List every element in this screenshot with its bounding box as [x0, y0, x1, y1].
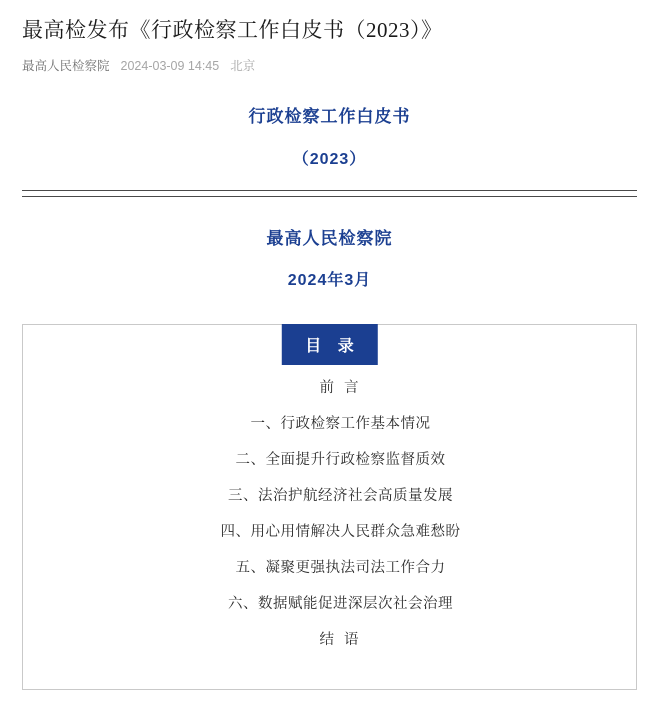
- toc-badge: 目 录: [281, 324, 377, 365]
- toc-list: [23, 371, 636, 659]
- divider-line-top: [22, 190, 637, 191]
- document-year: （2023）: [292, 151, 367, 169]
- list-item[interactable]: 五、凝聚更强执法司法工作合力: [235, 560, 446, 577]
- list-item[interactable]: 三、法治护航经济社会高质量发展: [228, 488, 453, 505]
- document-title: 行政检察工作白皮书: [248, 107, 411, 127]
- document-body: [22, 100, 637, 690]
- meta-location: 北京: [230, 59, 256, 74]
- document-organization: 最高人民检察院: [266, 229, 393, 249]
- double-divider: [22, 188, 637, 202]
- list-item[interactable]: 二、全面提升行政检察监督质效: [235, 452, 446, 469]
- list-item[interactable]: 一、行政检察工作基本情况: [250, 416, 431, 433]
- meta-timestamp: 2024-03-09 14:45: [120, 59, 220, 74]
- table-of-contents: [22, 324, 637, 690]
- article-page: [0, 16, 659, 706]
- article-meta: [22, 56, 637, 74]
- list-item[interactable]: 前 言: [319, 380, 362, 397]
- toc-box: [22, 324, 637, 690]
- document-date: 2024年3月: [287, 272, 372, 290]
- divider-line-bottom: [22, 196, 637, 197]
- meta-source: 最高人民检察院: [22, 59, 110, 74]
- list-item[interactable]: 四、用心用情解决人民群众急难愁盼: [220, 524, 461, 541]
- list-item[interactable]: 结 语: [319, 631, 362, 648]
- page-title: 最高检发布《行政检察工作白皮书（2023）》: [22, 18, 443, 42]
- list-item[interactable]: 六、数据赋能促进深层次社会治理: [228, 596, 453, 613]
